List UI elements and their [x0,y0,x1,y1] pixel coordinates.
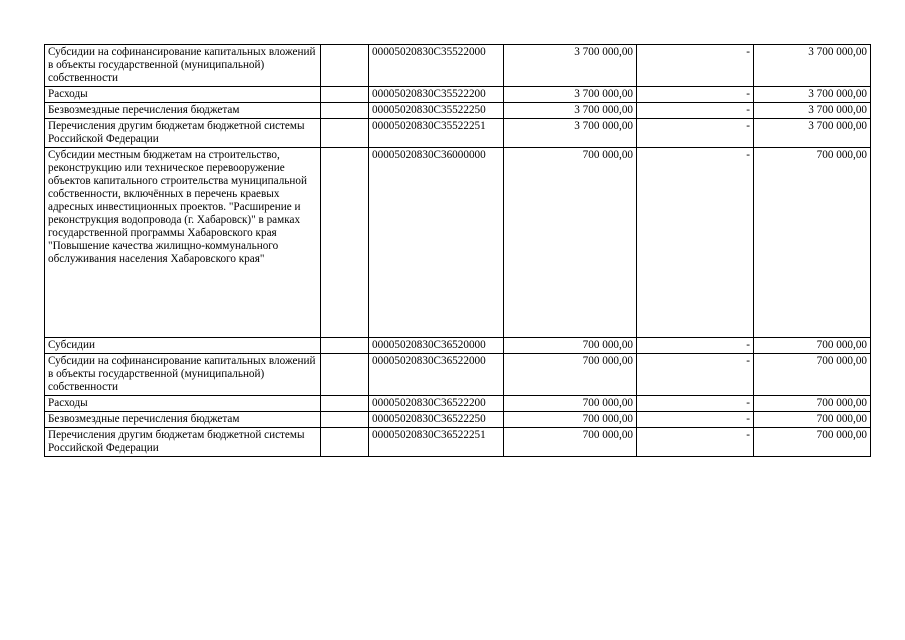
row-name-cell: Перечисления другим бюджетам бюджетной системы Российской Федерации [45,119,321,148]
table-row [45,428,871,457]
row-code-cell: 00005020830C36522200 [369,396,504,412]
table-row [45,412,871,428]
table-row [45,338,871,354]
row-dash-cell: - [637,148,754,338]
row-dash-cell: - [637,412,754,428]
table-row [45,103,871,119]
row-value2-cell: 700 000,00 [754,428,871,457]
row-empty-cell [321,119,369,148]
row-name-cell: Субсидии местным бюджетам на строительство, реконструкцию или техническое перевооружение объектов капитального строительства муниципальной собственности, включённых в перечень краевых адресных инвестиционных проектов. "Расширение и реконструкция водопровода (г. Хабаровск)" в рамках государственной программы Хабаровского края "Повышение качества жилищно-коммунального обслуживания населения Хабаровского края" [45,148,321,338]
row-dash-cell: - [637,396,754,412]
row-empty-cell [321,354,369,396]
row-value1-cell: 700 000,00 [504,338,637,354]
row-value2-cell: 3 700 000,00 [754,87,871,103]
row-name-cell: Безвозмездные перечисления бюджетам [45,103,321,119]
row-value1-cell: 700 000,00 [504,148,637,338]
row-value2-cell: 3 700 000,00 [754,103,871,119]
row-empty-cell [321,412,369,428]
row-name-cell: Безвозмездные перечисления бюджетам [45,412,321,428]
row-empty-cell [321,338,369,354]
row-empty-cell [321,148,369,338]
row-empty-cell [321,45,369,87]
row-empty-cell [321,428,369,457]
table-row [45,396,871,412]
row-name-cell: Субсидии на софинансирование капитальных вложений в объекты государственной (муниципальной) собственности [45,354,321,396]
row-value1-cell: 3 700 000,00 [504,119,637,148]
row-value1-cell: 700 000,00 [504,354,637,396]
row-dash-cell: - [637,338,754,354]
row-value1-cell: 700 000,00 [504,428,637,457]
row-value1-cell: 700 000,00 [504,396,637,412]
row-code-cell: 00005020830C35522000 [369,45,504,87]
row-empty-cell [321,103,369,119]
row-code-cell: 00005020830C36522251 [369,428,504,457]
table-row [45,148,871,338]
row-code-cell: 00005020830C35522251 [369,119,504,148]
row-value2-cell: 700 000,00 [754,396,871,412]
row-value2-cell: 700 000,00 [754,354,871,396]
table-row [45,45,871,87]
budget-table [44,44,871,457]
row-value2-cell: 700 000,00 [754,148,871,338]
row-value1-cell: 3 700 000,00 [504,87,637,103]
row-dash-cell: - [637,119,754,148]
row-dash-cell: - [637,354,754,396]
row-value2-cell: 3 700 000,00 [754,119,871,148]
row-name-cell: Перечисления другим бюджетам бюджетной системы Российской Федерации [45,428,321,457]
row-value1-cell: 3 700 000,00 [504,103,637,119]
budget-table-body [45,45,871,457]
row-dash-cell: - [637,428,754,457]
row-code-cell: 00005020830C35522200 [369,87,504,103]
row-name-cell: Субсидии на софинансирование капитальных вложений в объекты государственной (муниципальной) собственности [45,45,321,87]
row-value2-cell: 3 700 000,00 [754,45,871,87]
row-dash-cell: - [637,87,754,103]
row-value1-cell: 700 000,00 [504,412,637,428]
row-value2-cell: 700 000,00 [754,412,871,428]
row-empty-cell [321,396,369,412]
table-row [45,87,871,103]
row-code-cell: 00005020830C36522250 [369,412,504,428]
row-name-cell: Расходы [45,396,321,412]
table-row [45,119,871,148]
row-value2-cell: 700 000,00 [754,338,871,354]
row-dash-cell: - [637,45,754,87]
row-code-cell: 00005020830C35522250 [369,103,504,119]
row-name-cell: Субсидии [45,338,321,354]
row-dash-cell: - [637,103,754,119]
row-code-cell: 00005020830C36522000 [369,354,504,396]
row-code-cell: 00005020830C36000000 [369,148,504,338]
row-empty-cell [321,87,369,103]
table-row [45,354,871,396]
row-code-cell: 00005020830C36520000 [369,338,504,354]
row-value1-cell: 3 700 000,00 [504,45,637,87]
row-name-cell: Расходы [45,87,321,103]
